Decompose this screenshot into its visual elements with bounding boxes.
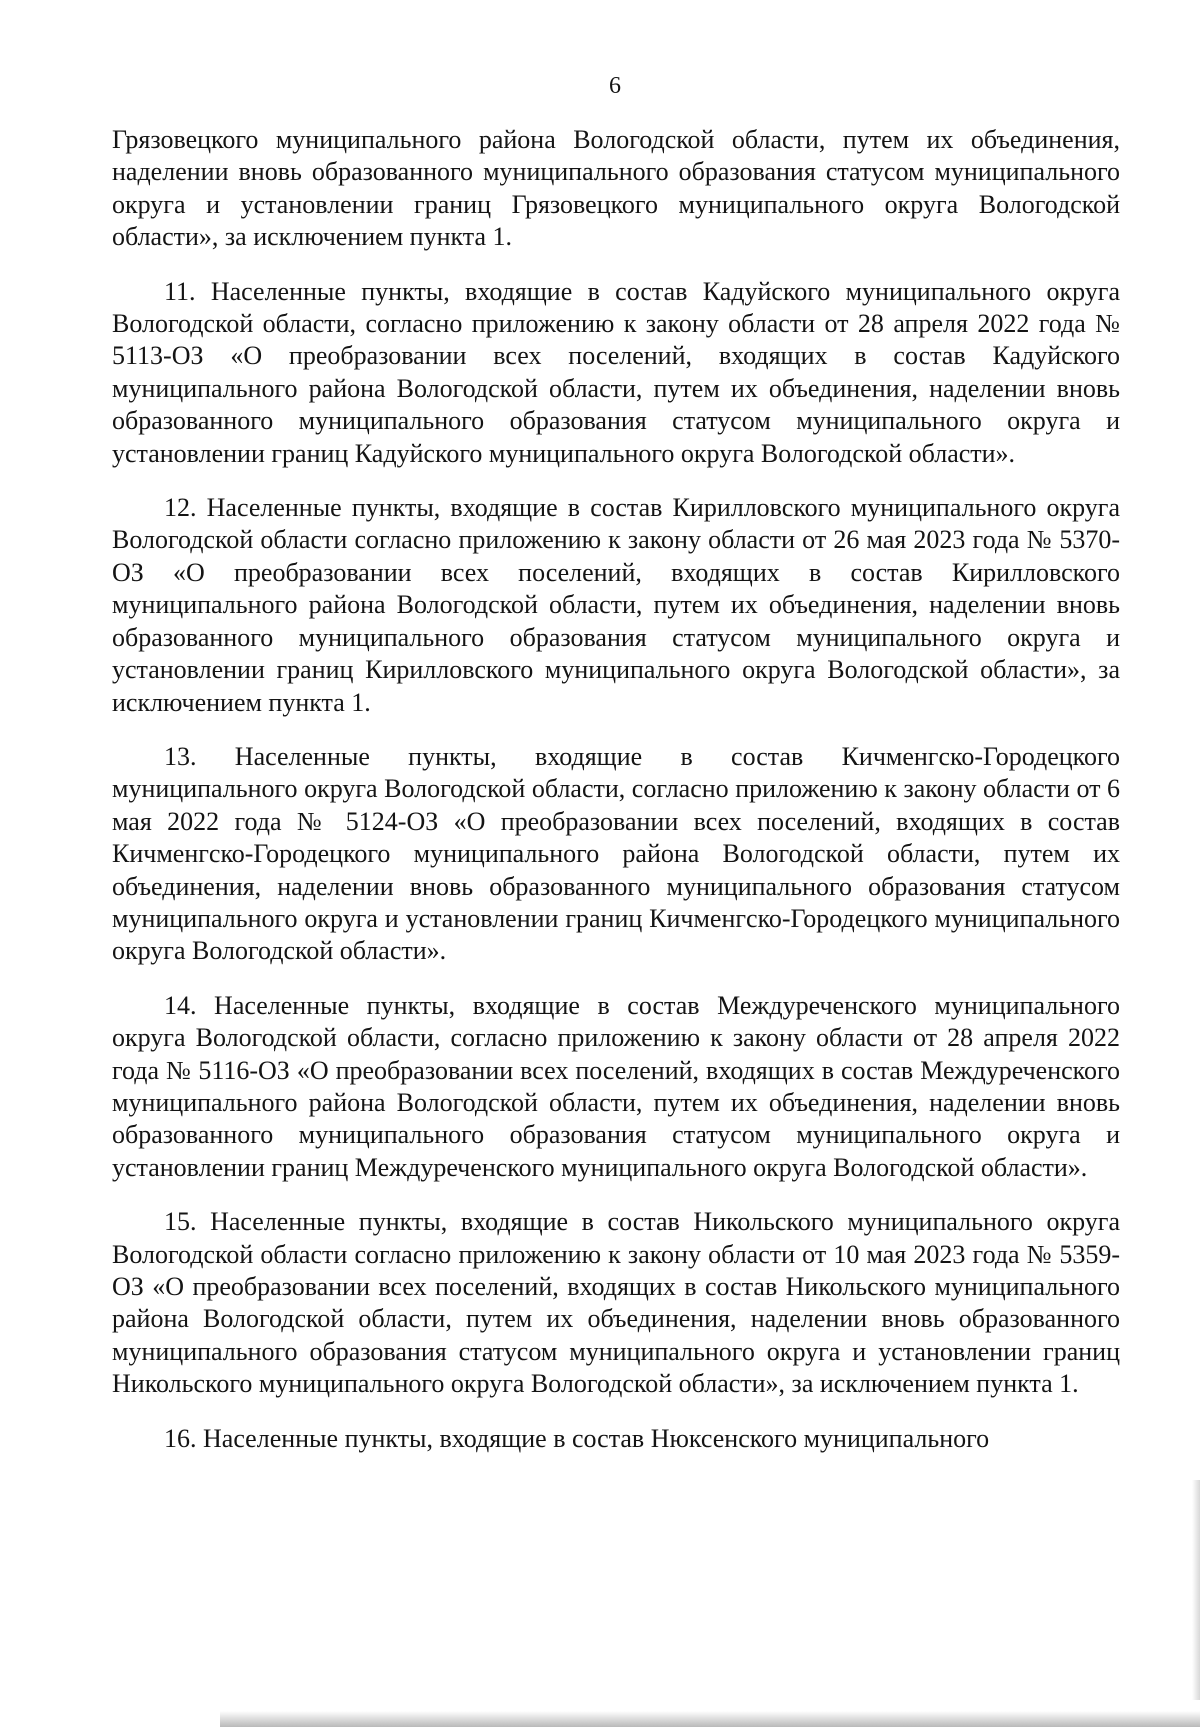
- page-number: 6: [609, 73, 621, 99]
- scan-shadow-bottom: [220, 1711, 1200, 1727]
- scan-shadow-right: [1192, 1480, 1200, 1700]
- paragraph-continuation: Грязовецкого муниципального района Вологодской области, путем их объединения, наделении вновь образованного муниципального образования статусом муниципального округа и установлении границ Грязовецкого муниципального округа Вологодской области», за исключением пункта 1.: [112, 125, 1120, 252]
- paragraph-12: 12. Населенные пункты, входящие в состав Кирилловского муниципального округа Вологодской области согласно приложению к закону области от 26 мая 2023 года № 5370-ОЗ «О преобразовании всех поселений, входящих в состав Кирилловского муниципального района Вологодской области, путем их объединения, наделении вновь образованного муниципального образования статусом муниципального округа и установлении границ Кирилловского муниципального округа Вологодской области», за исключением пункта 1.: [112, 493, 1120, 717]
- paragraph-16: 16. Населенные пункты, входящие в состав Нюксенского муниципального: [164, 1423, 990, 1453]
- paragraph-11: 11. Населенные пункты, входящие в состав Кадуйского муниципального округа Вологодской области, согласно приложению к закону области от 28 апреля 2022 года № 5113-ОЗ «О преобразовании всех поселений, входящих в состав Кадуйского муниципального района Вологодской области, путем их объединения, наделении вновь образованного муниципального образования статусом муниципального округа и установлении границ Кадуйского муниципального округа Вологодской области».: [112, 276, 1120, 468]
- document-body: [112, 124, 1120, 1455]
- paragraph-13: 13. Населенные пункты, входящие в состав Кичменгско-Городецкого муниципального округа Вологодской области, согласно приложению к закону области от 6 мая 2022 года № 5124-ОЗ «О преобразовании всех поселений, входящих в состав Кичменгско-Городецкого муниципального района Вологодской области, путем их объединения, наделении вновь образованного муниципального образования статусом муниципального округа и установлении границ Кичменгско-Городецкого муниципального округа Вологодской области».: [112, 741, 1120, 966]
- paragraph-15: 15. Населенные пункты, входящие в состав Никольского муниципального округа Вологодской области согласно приложению к закону области от 10 мая 2023 года № 5359-ОЗ «О преобразовании всех поселений, входящих в состав Никольского муниципального района Вологодской области, путем их объединения, наделении вновь образованного муниципального образования статусом муниципального округа и установлении границ Никольского муниципального округа Вологодской области», за исключением пункта 1.: [112, 1207, 1120, 1399]
- paragraph-14: 14. Населенные пункты, входящие в состав Междуреченского муниципального округа Вологодской области, согласно приложению к закону области от 28 апреля 2022 года № 5116-ОЗ «О преобразовании всех поселений, входящих в состав Междуреченского муниципального района Вологодской области, путем их объединения, наделении вновь образованного муниципального образования статусом муниципального округа и установлении границ Междуреченского муниципального округа Вологодской области».: [112, 990, 1120, 1182]
